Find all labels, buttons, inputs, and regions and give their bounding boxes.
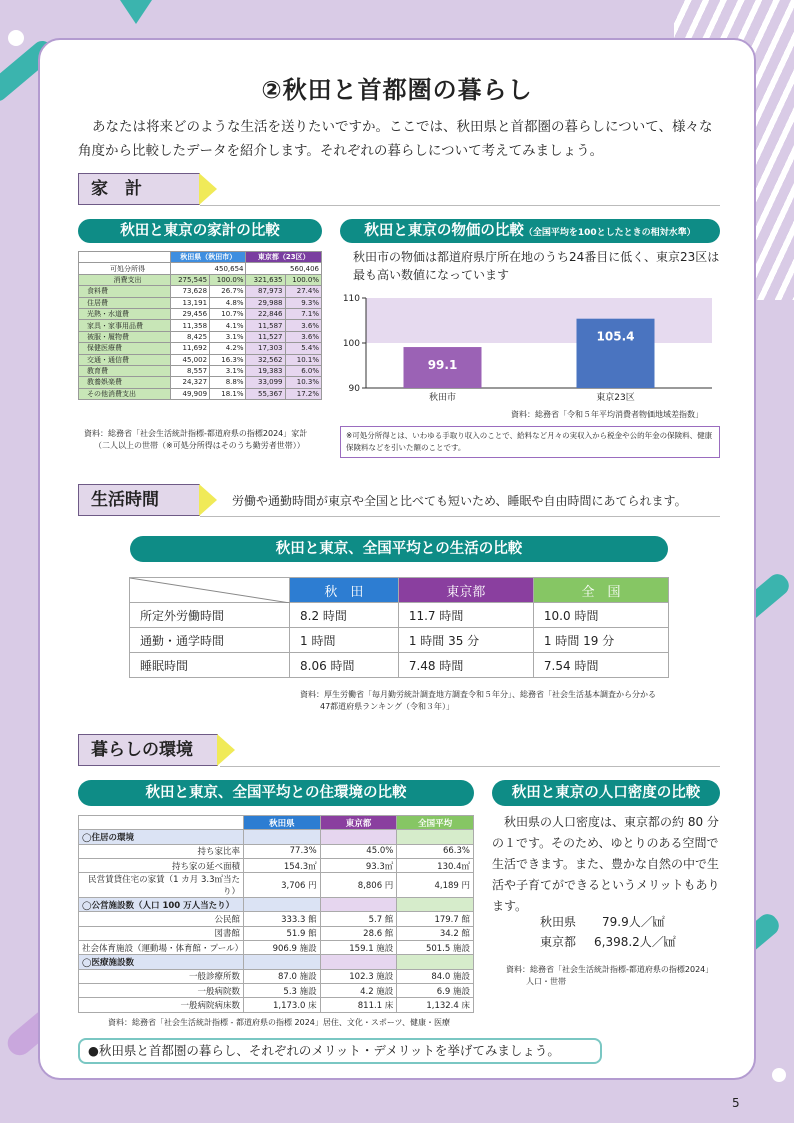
header-tokyo: 東京都（23区） xyxy=(246,252,322,263)
intro-text: あなたは将来どのような生活を送りたいですか。ここでは、秋田県と首都圏の暮らしについて、様々な角度から比較したデータを紹介します。それぞれの暮らしについて考えてみましょう。 xyxy=(78,119,713,159)
table-row: 所定外労働時間 8.2 時間 11.7 時間 10.0 時間 xyxy=(130,603,669,628)
table-row: 食料費 73,628 26.7% 87,973 27.4% xyxy=(79,286,322,297)
section-kakei xyxy=(78,172,217,206)
table-row: 公民館 333.3 館 5.7 館 179.7 館 xyxy=(79,912,474,926)
table-row: その他消費支出 49,909 18.1% 55,367 17.2% xyxy=(79,388,322,399)
table-row: 光熱・水道費 29,456 10.7% 22,846 7.1% xyxy=(79,308,322,319)
header-empty xyxy=(130,578,290,603)
data-label: 105.4 xyxy=(596,329,635,344)
footnote-box: ※可処分所得とは、いわゆる手取り収入のことで、給料など月々の実収入から税金や公的年金の保険料、健康保険料などを引いた額のことです。 xyxy=(340,426,720,458)
page-title: ②秋田と首都圏の暮らし xyxy=(261,76,533,104)
table-row: 民営賃貸住宅の家賃（1 カ月 3.3㎡当たり） 3,706 円 8,806 円 4,189 円 xyxy=(79,873,474,898)
table-row: 一般病院数 5.3 施設 4.2 施設 6.9 施設 xyxy=(79,983,474,997)
section-label: 暮らしの環境 xyxy=(78,734,218,766)
section-kurashi xyxy=(78,733,235,767)
section-label: 生活時間 xyxy=(78,484,200,516)
table-row: 持ち家の延べ面積 154.3㎡ 93.3㎡ 130.4㎡ xyxy=(79,858,474,872)
x-tick-label: 秋田市 xyxy=(428,393,457,403)
table-row: 持ち家比率 77.3% 45.0% 66.3% xyxy=(79,844,474,858)
x-tick-label: 東京23区 xyxy=(596,393,635,403)
question-box: ●秋田県と首都圏の暮らし、それぞれのメリット・デメリットを挙げてみましょう。 xyxy=(78,1038,602,1064)
divider xyxy=(200,516,720,517)
population-text: 秋田県の人口密度は、東京都の約 80 分の１です。そのため、ゆとりのある空間で生活できます。また、豊かな自然の中で生活や子育てができるというメリットもあります。 xyxy=(492,815,720,913)
lifetime-source: 資料：厚生労働省「毎月勤労統計調査地方調査令和５年分」、総務省「社会生活基本調査から分かる 47都道府県ランキング（令和３年）」 xyxy=(300,690,656,711)
y-tick-label: 110 xyxy=(342,294,360,304)
table-row: 教養娯楽費 24,327 8.8% 33,099 10.3% xyxy=(79,377,322,388)
lifetime-table xyxy=(129,577,669,678)
decor-triangle xyxy=(120,0,152,24)
section-seikatsu xyxy=(78,483,217,517)
table-row: 一般診療所数 87.0 施設 102.3 施設 84.0 施設 xyxy=(79,969,474,983)
chart-band xyxy=(366,298,712,343)
household-title: 秋田と東京の家計の比較 xyxy=(78,219,322,243)
table-header: 秋田県 東京都 全国平均 xyxy=(79,816,474,830)
table-row: 通勤・通学時間 1 時間 1 時間 35 分 1 時間 19 分 xyxy=(130,628,669,653)
population-values: 秋田県 79.9人／㎢ 東京都 6,398.2人／㎢ xyxy=(540,915,676,949)
table-row: 睡眠時間 8.06 時間 7.48 時間 7.54 時間 xyxy=(130,653,669,678)
price-title: 秋田と東京の物価の比較（全国平均を100としたときの相対水準） xyxy=(340,219,720,243)
lifetime-title: 秋田と東京、全国平均との生活の比較 xyxy=(130,536,668,562)
divider xyxy=(200,205,720,206)
table-header: 秋 田 東京都 全 国 xyxy=(130,578,669,603)
table-row: 被服・履物費 8,425 3.1% 11,527 3.6% xyxy=(79,331,322,342)
table-row: 交通・通信費 45,002 16.3% 32,562 10.1% xyxy=(79,354,322,365)
table-row: 保健医療費 11,692 4.2% 17,303 5.4% xyxy=(79,343,322,354)
environment-table xyxy=(78,815,474,1013)
price-chart xyxy=(340,288,720,410)
decor-circle xyxy=(8,30,24,46)
decor-circle xyxy=(772,1068,786,1082)
population-title: 秋田と東京の人口密度の比較 xyxy=(492,780,720,806)
table-row: 住居費 13,191 4.8% 29,988 9.3% xyxy=(79,297,322,308)
household-table xyxy=(78,251,322,400)
table-row: 教育費 8,557 3.1% 19,383 6.0% xyxy=(79,365,322,376)
section-arrow xyxy=(199,173,217,205)
price-source: 資料：総務省「令和５年平均消費者物価地域差指数」 xyxy=(511,410,703,419)
population-source: 資料：総務省「社会生活統計指標-都道府県の指標2024」 人口・世帯 xyxy=(506,965,714,986)
header-akita: 秋田県（秋田市） xyxy=(171,252,246,263)
environment-source: 資料：総務省「社会生活統計指標 - 都道府県の指標 2024」居住、文化・スポーツ、健康・医療 xyxy=(108,1018,450,1027)
table-row: 家具・家事用品費 11,358 4.1% 11,587 3.6% xyxy=(79,320,322,331)
table-row: 消費支出 275,545 100.0% 321,635 100.0% xyxy=(79,274,322,285)
section-arrow xyxy=(217,734,235,766)
table-category-row: ◯公営施設数（人口 100 万人当たり） xyxy=(79,898,474,912)
table-row: 図書館 51.9 館 28.6 館 34.2 館 xyxy=(79,926,474,940)
table-row: 可処分所得 450,654 560,406 xyxy=(79,263,322,274)
y-tick-label: 90 xyxy=(348,384,360,394)
divider xyxy=(220,766,720,767)
page-number: 5 xyxy=(732,1096,740,1110)
table-category-row: ◯住居の環境 xyxy=(79,830,474,844)
header-empty xyxy=(79,252,171,263)
table-category-row: ◯医療施設数 xyxy=(79,955,474,969)
table-header xyxy=(79,252,322,263)
table-row: 社会体育施設（運動場・体育館・プール） 906.9 施設 159.1 施設 501.5 施設 xyxy=(79,941,474,955)
y-tick-label: 100 xyxy=(342,339,360,349)
header-empty xyxy=(79,816,244,830)
table-row: 一般病院病床数 1,173.0 床 811.1 床 1,132.4 床 xyxy=(79,998,474,1012)
price-desc: 秋田市の物価は都道府県庁所在地のうち24番目に低く、東京23区は最も高い数値になっています xyxy=(353,250,720,282)
data-label: 99.1 xyxy=(427,358,458,373)
household-source: 資料：総務省「社会生活統計指標-都道府県の指標2024」家計 （二人以上の世帯（※可処分所得はそのうち勤労者世帯）） xyxy=(84,429,308,450)
section-arrow xyxy=(199,484,217,516)
seikatsu-desc: 労働や通勤時間が東京や全国と比べても短いため、睡眠や自由時間にあてられます。 xyxy=(232,494,687,508)
section-label: 家 計 xyxy=(78,173,200,205)
environment-title: 秋田と東京、全国平均との住環境の比較 xyxy=(78,780,474,806)
